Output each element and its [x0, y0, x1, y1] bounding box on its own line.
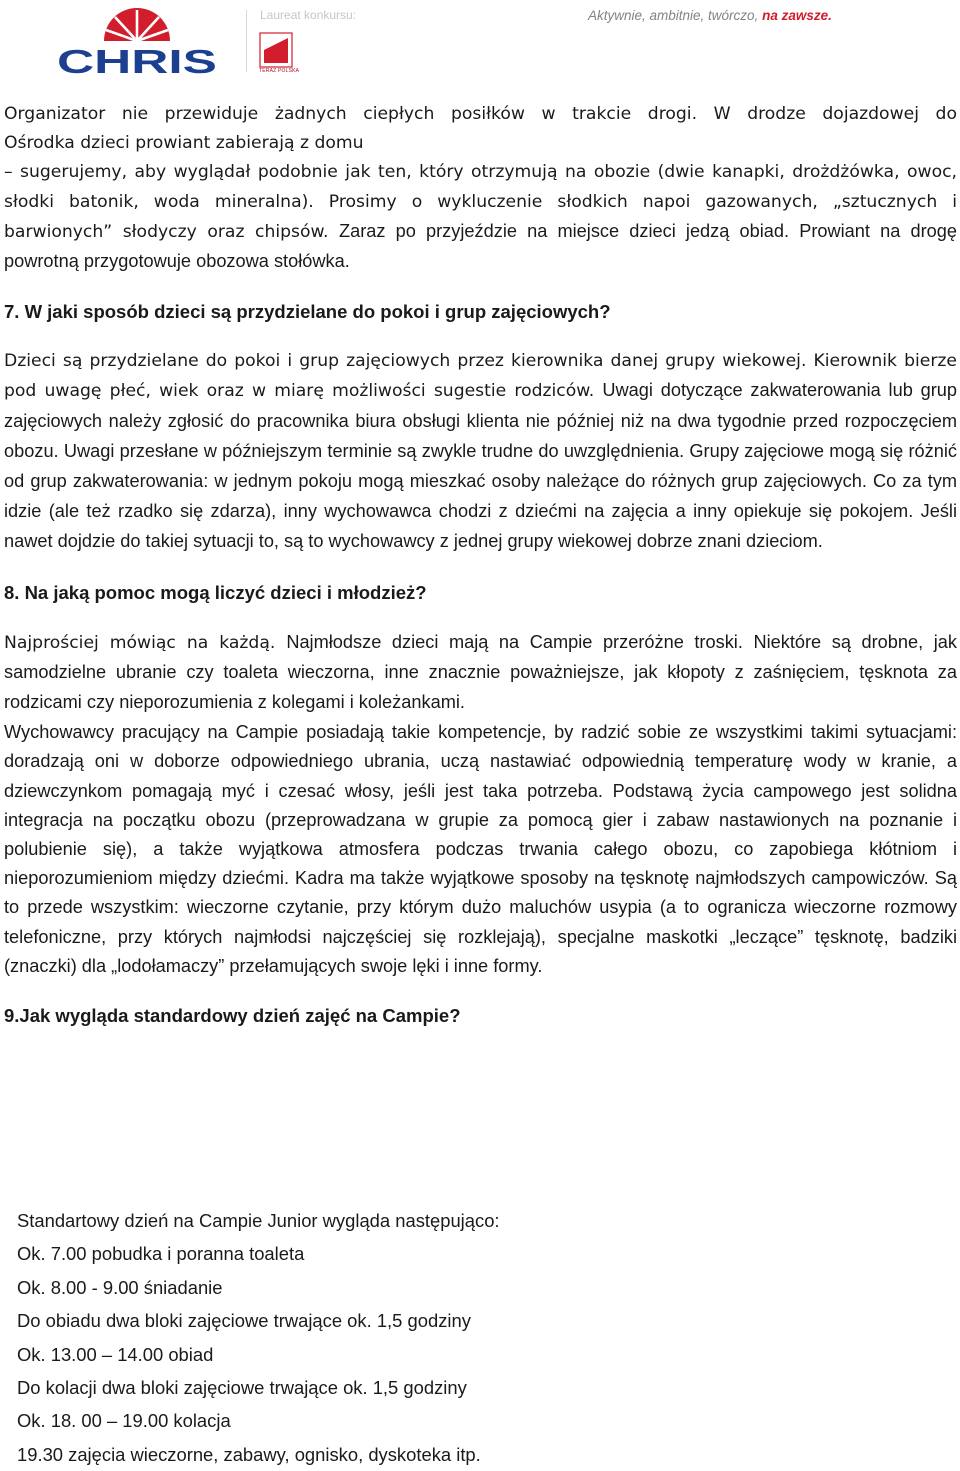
schedule-item: 19.30 zajęcia wieczorne, zabawy, ognisko, dyskoteka itp. [17, 1443, 481, 1465]
schedule-item: Ok. 13.00 – 14.00 obiad [17, 1343, 214, 1365]
slogan-text: Aktywnie, ambitnie, twórczo, [588, 8, 763, 23]
header-divider [246, 10, 247, 72]
heading-9: 9.Jak wygląda standardowy dzień zajęć na Campie? [4, 1005, 461, 1027]
slogan-emphasis: na zawsze. [762, 8, 832, 23]
s6-line-1: Organizator nie przewiduje żadnych ciepłych posiłków w trakcie drogi. W drodze dojazdowej do [4, 104, 957, 124]
slogan [588, 8, 832, 23]
brand-wordmark: CHRIS [57, 43, 217, 78]
schedule-item: Ok. 7.00 pobudka i poranna toaleta [17, 1243, 305, 1265]
page-header [0, 0, 960, 80]
schedule-item: Ok. 8.00 - 9.00 śniadanie [17, 1276, 223, 1298]
schedule-item: Ok. 18. 00 – 19.00 kolacja [17, 1410, 231, 1432]
s8-paragraph-2: Wychowawcy pracujący na Campie posiadają takie kompetencje, by radzić sobie ze wszystkimi takimi sytuacjami: doradzają oni w doborze odpowiedniego ubrania, uczą nastawiać odpowiednią temperaturę wody w kranie, a dziewczynkom pomagają myć i czesać włosy, jeśli jest taka potrzeba. Podstawą życia campowego jest solidna integracja na początku obozu (przeprowadzana w grupie za pomocą gier i zabaw nastawionych na poznanie i polubienie się), a także wyjątkowa atmosfera podczas trwania całego obozu, co zapobiega kłótniom i nieporozumieniom między dziećmi. Kadra ma także wyjątkowe sposoby na tęsknotę najmłodszych campowiczów. Są to przede wszystkim: wieczorne czytanie, przy którym dużo maluchów usypia (a to ogranicza wieczorne rozmowy telefoniczne, przy których najmłodsi najczęściej się rozklejają), specjalne maskotki „leczące” tęsknotę, badziki (znaczki) dla „lodołamaczy” przełamujących swoje lęki i inne formy. [4, 722, 957, 976]
s6-paragraph [4, 158, 957, 277]
laureat-label: Laureat konkursu: [260, 8, 357, 22]
chris-logo [52, 8, 222, 78]
s8-paragraph-1 [4, 628, 957, 719]
schedule-intro: Standartowy dzień na Campie Junior wygląda następująco: [17, 1210, 500, 1231]
day-schedule [17, 1204, 917, 1471]
s6-line-2: Ośrodka dzieci prowiant zabierają z domu [4, 133, 364, 154]
document-body [4, 100, 957, 1030]
s8-text-cont: Najmłodsze dzieci mają na Campie przeróżne troski. Niektóre są drobne, jak samodzielne ubranie czy toaleta wieczorna, inne znacznie poważniejsze, jak kłopoty z zaśnięciem, tęsknota za rodzicami czy nieporozumienia z kolegami i koleżankami. [4, 631, 957, 713]
schedule-item: Do kolacji dwa bloki zajęciowe trwające ok. 1,5 godziny [17, 1377, 467, 1399]
s6-text-cont: Zaraz po przyjeździe na miejsce dzieci jedzą obiad. Prowiant na drogę powrotną przygotowuje obozowa stołówka. [4, 220, 957, 272]
schedule-item: Do obiadu dwa bloki zajęciowe trwające ok. 1,5 godziny [17, 1310, 471, 1332]
s8-text: Najprościej mówiąc na każdą. [4, 632, 276, 653]
heading-7: 7. W jaki sposób dzieci są przydzielane do pokoi i grup zajęciowych? [4, 301, 611, 323]
s7-paragraph [4, 347, 957, 557]
s7-text: Dzieci są przydzielane do pokoi i grup zajęciowych przez kierownika danej grupy wiekowej. Kierownik bierze pod uwagę płeć, wiek oraz w miarę możliwości sugestie rodziców. [4, 351, 957, 402]
teraz-polska-emblem [259, 32, 293, 72]
s6-text: – sugerujemy, aby wyglądał podobnie jak ten, który otrzymują na obozie (dwie kanapki, drożdżówka, owoc, słodki batonik, woda mineralna). Prosimy o wykluczenie słodkich napoi gazowanych, „sztucznych i barwionych” słodyczy oraz chipsów. [4, 162, 957, 242]
s7-text-cont: Uwagi dotyczące zakwaterowania lub grup zajęciowych należy zgłosić do pracownika biura obsługi klienta nie później niż na dwa tygodnie przed rozpoczęciem obozu. Uwagi przesłane w późniejszym terminie są zwykle trudne do uwzględnienia. Grupy zajęciowe mogą się różnić od grup zakwaterowania: w jednym pokoju mogą mieszkać osoby należące do różnych grup zajęciowych. Co za tym idzie (ale też rzadko się zdarza), inny wychowawca chodzi z dziećmi na zajęcia a inny opiekuje się pokojem. Jeśli nawet dojdzie do takiej sytuacji to, są to wychowawcy z jednej grupy wiekowej dobrze znani dzieciom. [4, 380, 957, 552]
award-caption: TERAZ POLSKA [259, 68, 300, 74]
heading-8: 8. Na jaką pomoc mogą liczyć dzieci i młodzież? [4, 581, 427, 603]
